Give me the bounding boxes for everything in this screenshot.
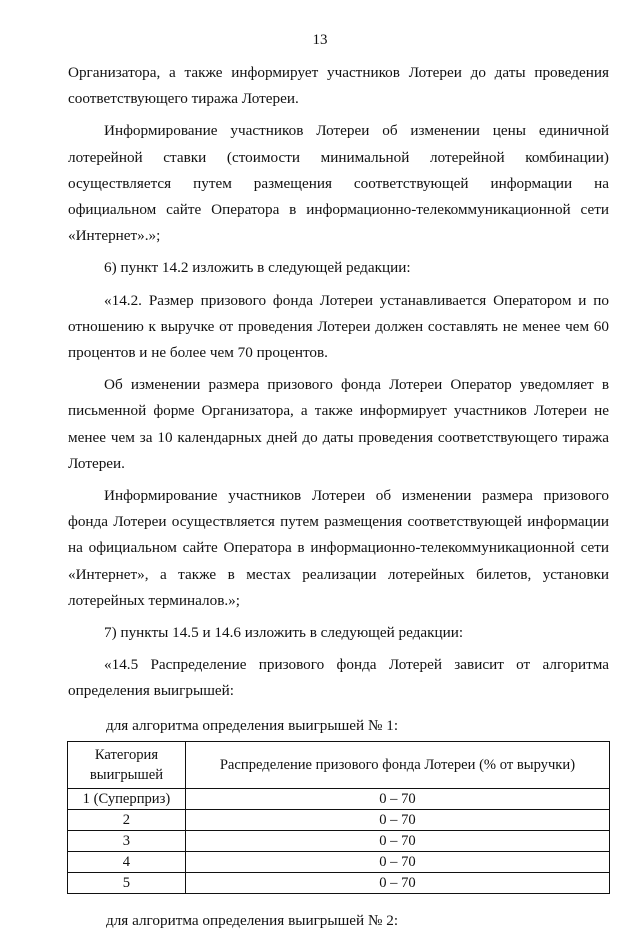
cell-category: 4 [68, 851, 186, 872]
document-body [68, 60, 609, 934]
paragraph-info-fund: Информирование участников Лотереи об изменении размера призового фонда Лотереи осуществляется путем размещения соответствующей информации на официальном сайте Оператора в информационно-телекоммуникационной сети «Интернет», а также в местах реализации лотерейных билетов, установки лотерейных терминалов.»; [68, 487, 609, 609]
paragraph-14-2: «14.2. Размер призового фонда Лотереи устанавливается Оператором и по отношению к выручке от проведения Лотереи должен составлять не менее чем 60 процентов и не более чем 70 процентов. [68, 291, 609, 362]
table-row [68, 851, 610, 872]
cell-distribution: 0 – 70 [185, 809, 609, 830]
table-row [68, 830, 610, 851]
cell-category: 3 [68, 830, 186, 851]
table-row [68, 788, 610, 809]
cell-distribution: 0 – 70 [185, 830, 609, 851]
cell-distribution: 0 – 70 [185, 788, 609, 809]
header-distribution: Распределение призового фонда Лотереи (% от выручки) [185, 741, 609, 788]
table-row [68, 872, 610, 893]
paragraph-item-6: 6) пункт 14.2 изложить в следующей редакции: [104, 259, 411, 277]
paragraph-14-5: «14.5 Распределение призового фонда Лотерей зависит от алгоритма определения выигрышей: [68, 656, 609, 700]
header-category: Категория выигрышей [68, 741, 186, 788]
cell-category: 1 (Суперприз) [68, 788, 186, 809]
paragraph-item-7: 7) пункты 14.5 и 14.6 изложить в следующей редакции: [104, 624, 464, 642]
table-2-intro: для алгоритма определения выигрышей № 2: [106, 911, 399, 929]
page-number: 13 [312, 32, 328, 48]
paragraph-info-price: Информирование участников Лотереи об изменении цены единичной лотерейной ставки (стоимости минимальной лотерейной комбинации) осуществляется путем размещения соответствующей информации на официальном сайте Оператора в информационно-телекоммуникационной сети «Интернет».»; [68, 122, 609, 245]
table-header-row [68, 741, 610, 788]
cell-category: 5 [68, 872, 186, 893]
cell-distribution: 0 – 70 [185, 851, 609, 872]
cell-category: 2 [68, 809, 186, 830]
paragraph-continuation: Организатора, а также информирует участников Лотереи до даты проведения соответствующего тиража Лотереи. [68, 64, 609, 108]
table-row [68, 809, 610, 830]
prize-distribution-table [67, 741, 610, 894]
paragraph-fund-change-notice: Об изменении размера призового фонда Лотереи Оператор уведомляет в письменной форме Организатора, а также информирует участников Лотереи не менее чем за 10 календарных дней до даты проведения соответствующего тиража Лотереи. [68, 376, 609, 472]
table-intro: для алгоритма определения выигрышей № 1: [106, 716, 399, 734]
cell-distribution: 0 – 70 [185, 872, 609, 893]
